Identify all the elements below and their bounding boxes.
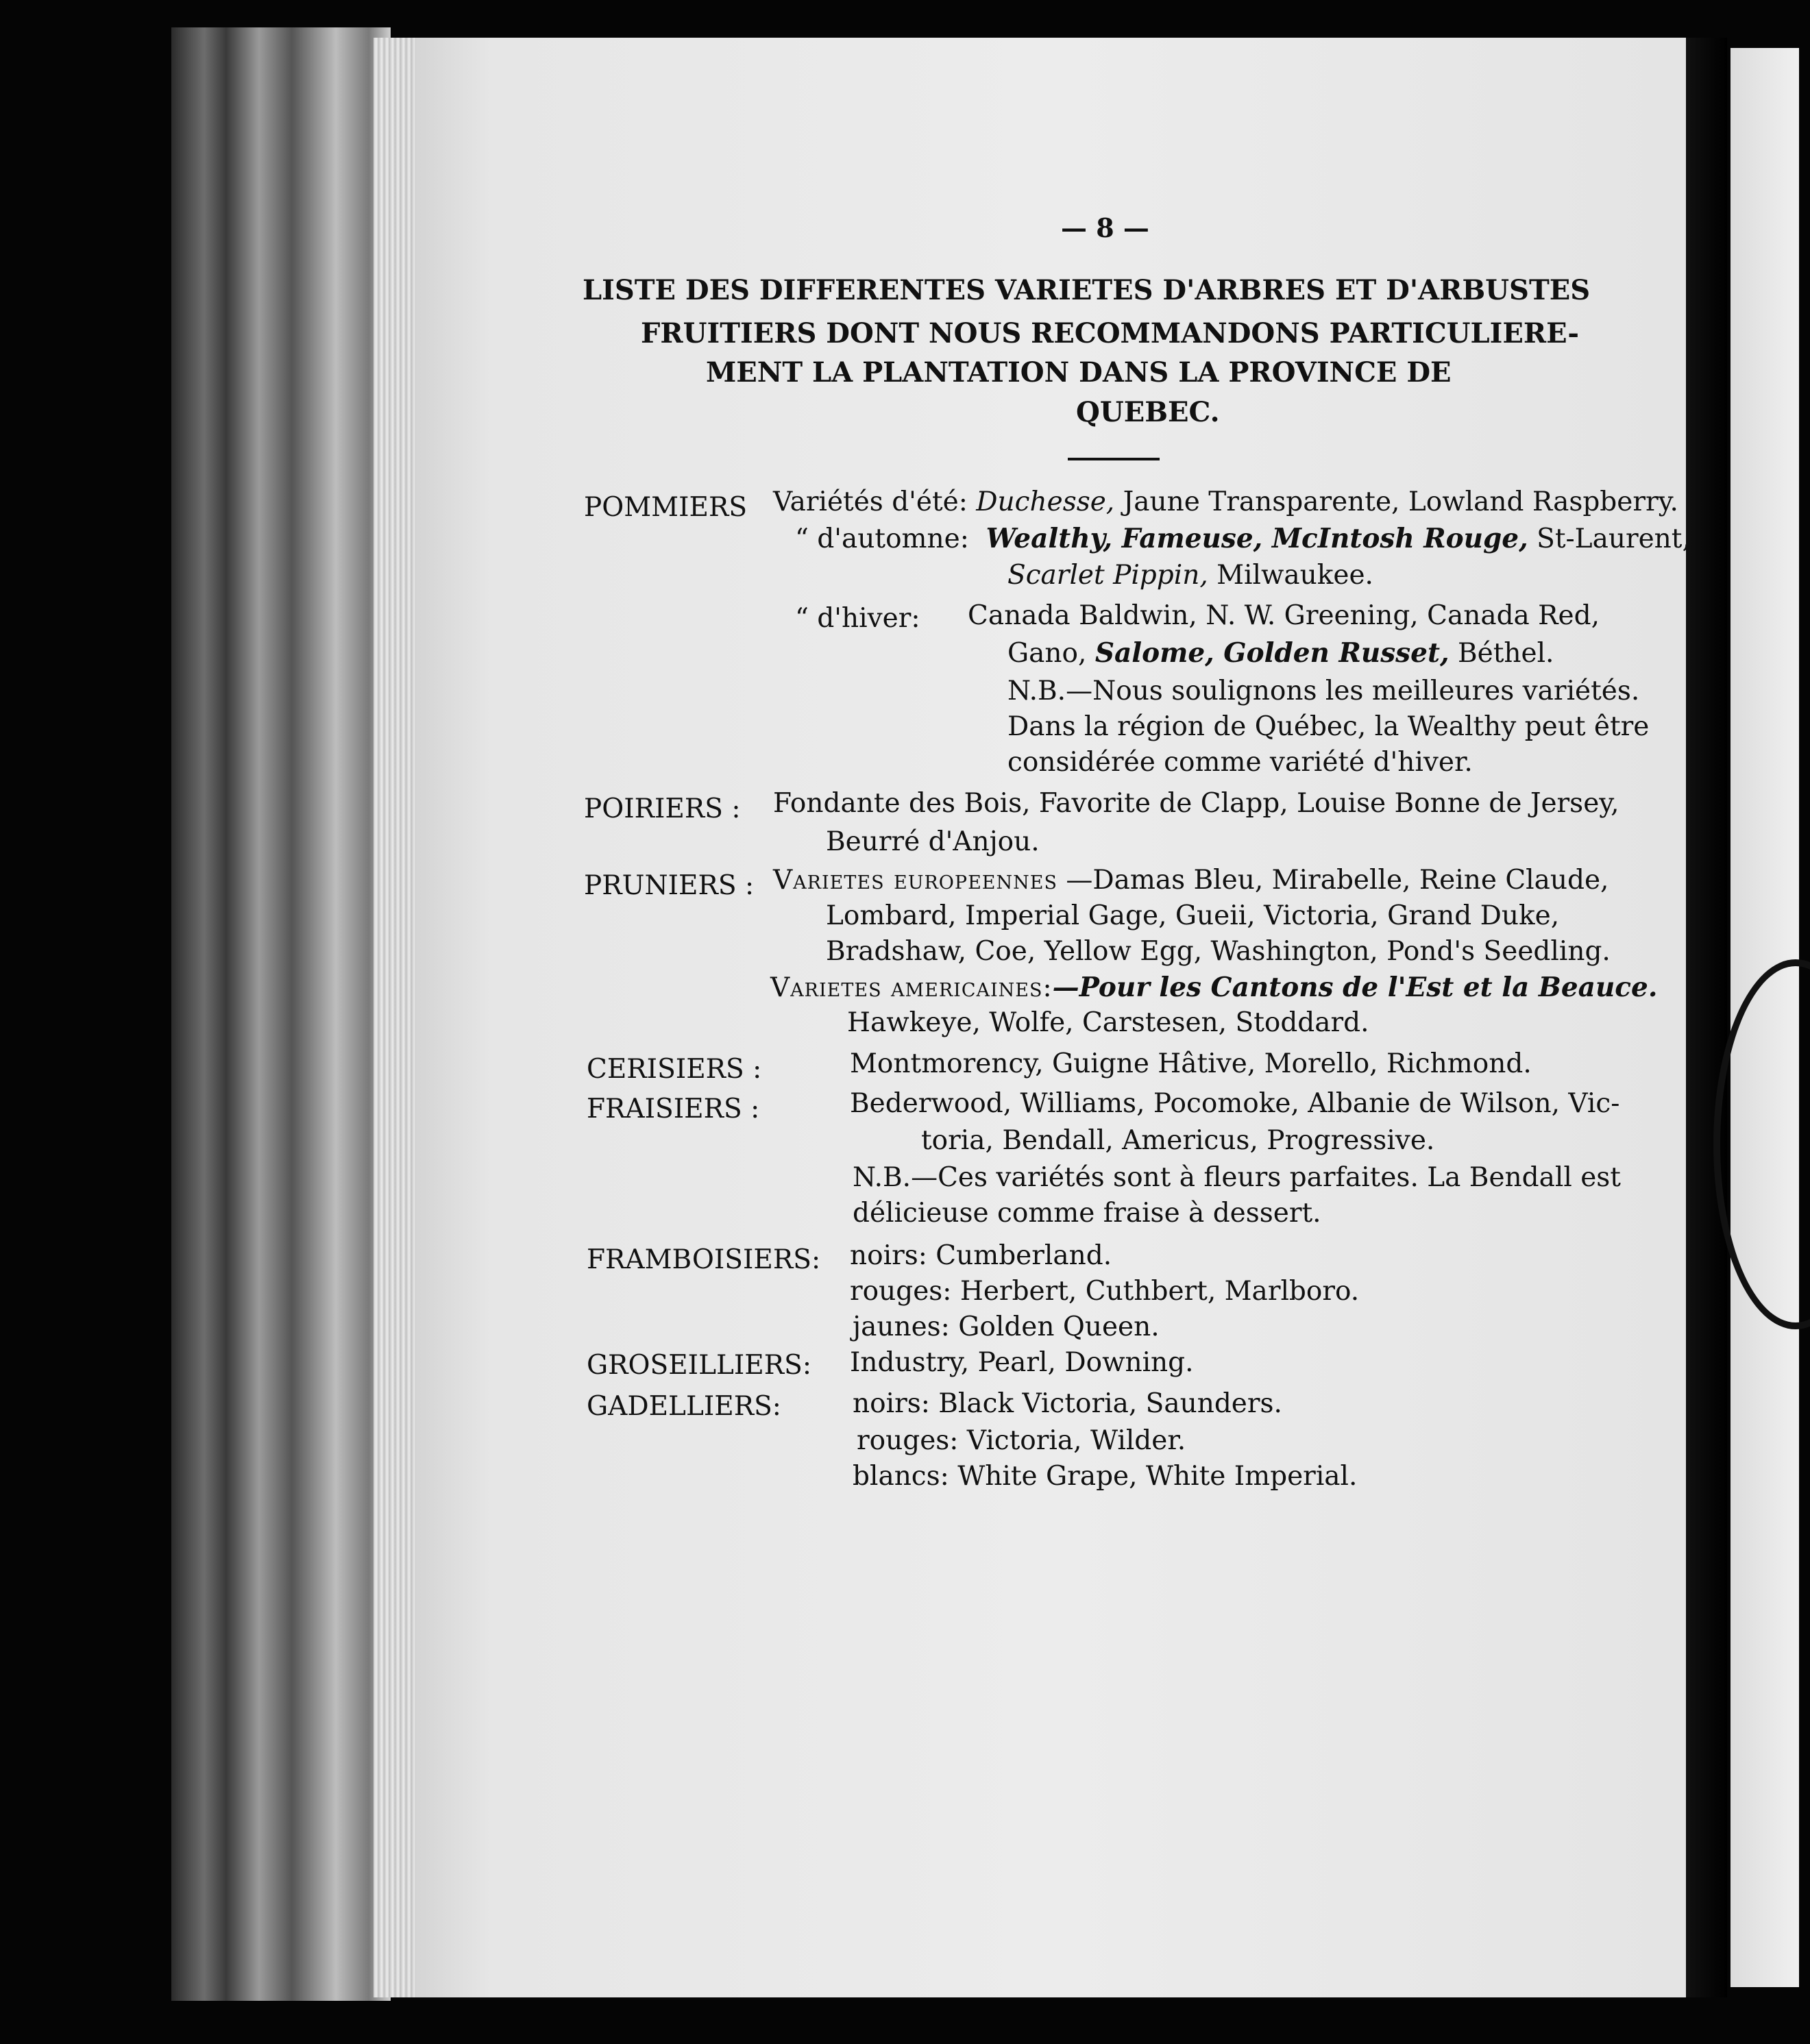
pommiers-hiver-italic: Salome, Golden Russet, [1094,637,1450,669]
cerisiers-label: CERISIERS : [587,1054,762,1085]
pommiers-ete-rest: Jaune Transparente, Lowland Raspberry. [1123,487,1678,517]
poiriers-line-2: Beurré d'Anjou. [826,826,1040,857]
groseilliers-label: GROSEILLIERS: [587,1350,811,1381]
pruniers-label: PRUNIERS : [584,870,755,901]
pruniers-amer-italic: —Pour les Cantons de l'Est et la Beauce. [1052,972,1658,1003]
pommiers-hiver-line-1: Canada Baldwin, N. W. Greening, Canada Red, [968,600,1600,631]
fraisiers-line-2: toria, Bendall, Americus, Progressive. [921,1125,1435,1156]
framboisiers-line-1: noirs: Cumberland. [850,1240,1112,1271]
pruniers-amer-line-1 [770,972,1657,1003]
pommiers-nb-line-1: N.B.—Nous soulignons les meilleures variétés. [1007,676,1640,706]
fraisiers-label: FRAISIERS : [587,1094,760,1124]
title-line-2: FRUITIERS DONT NOUS RECOMMANDONS PARTICULIERE- [641,317,1579,349]
cerisiers-line-1: Montmorency, Guigne Hâtive, Morello, Richmond. [850,1048,1532,1079]
pommiers-hiver-line-2b: Béthel. [1457,638,1554,669]
gadelliers-label: GADELLIERS: [587,1391,781,1422]
framboisiers-label: FRAMBOISIERS: [587,1244,821,1275]
title-rule [1068,458,1160,460]
pommiers-hiver-label: “ d'hiver: [795,603,920,634]
framboisiers-line-3: jaunes: Golden Queen. [853,1312,1160,1342]
pommiers-automne-italic: Wealthy, Fameuse, McIntosh Rouge, [986,523,1528,554]
pommiers-automne-italic-2: Scarlet Pippin, [1007,560,1208,591]
pommiers-automne-line-2 [1007,560,1373,591]
fraisiers-line-1: Bederwood, Williams, Pocomoke, Albanie de Wilson, Vic- [850,1088,1620,1119]
pruniers-euro-line-3: Bradshaw, Coe, Yellow Egg, Washington, Pond's Seedling. [826,936,1611,967]
pruniers-euro-line-1 [773,865,1609,896]
pommiers-label: POMMIERS [584,492,748,523]
gadelliers-line-1: noirs: Black Victoria, Saunders. [853,1388,1282,1419]
pruniers-euro-label: Varietes europeennes [773,865,1057,896]
pommiers-ete-italic: Duchesse, [976,487,1115,517]
pommiers-automne-line [795,523,1691,554]
groseilliers-line-1: Industry, Pearl, Downing. [850,1347,1194,1378]
pommiers-hiver-line-2 [1007,637,1554,669]
pommiers-ete-line [773,487,1678,517]
pommiers-automne-rest-2: Milwaukee. [1216,560,1373,591]
page-number: — 8 — [1061,212,1149,243]
fraisiers-nb-line-1: N.B.—Ces variétés sont à fleurs parfaites. La Bendall est [853,1162,1621,1193]
pommiers-automne-label: “ d'automne: [795,524,969,554]
gadelliers-line-2: rouges: Victoria, Wilder. [857,1425,1186,1456]
title-line-4: QUEBEC. [1076,396,1220,428]
gadelliers-line-3: blancs: White Grape, White Imperial. [853,1461,1358,1492]
pruniers-amer-label: Varietes americaines: [770,972,1053,1003]
pommiers-nb-line-2: Dans la région de Québec, la Wealthy peut être [1007,711,1650,742]
pruniers-euro-text-1: —Damas Bleu, Mirabelle, Reine Claude, [1066,865,1609,896]
title-line-1: LISTE DES DIFFERENTES VARIETES D'ARBRES ET D'ARBUSTES [583,274,1591,306]
poiriers-label: POIRIERS : [584,793,741,824]
pommiers-hiver-line-2a: Gano, [1007,638,1087,669]
fraisiers-nb-line-2: délicieuse comme fraise à dessert. [853,1198,1321,1229]
poiriers-line-1: Fondante des Bois, Favorite de Clapp, Louise Bonne de Jersey, [773,788,1619,819]
pruniers-euro-line-2: Lombard, Imperial Gage, Gueii, Victoria, Grand Duke, [826,900,1560,931]
framboisiers-line-2: rouges: Herbert, Cuthbert, Marlboro. [850,1276,1360,1307]
pruniers-amer-line-2: Hawkeye, Wolfe, Carstesen, Stoddard. [847,1007,1369,1038]
title-line-3: MENT LA PLANTATION DANS LA PROVINCE DE [706,356,1452,389]
pommiers-nb-line-3: considérée comme variété d'hiver. [1007,747,1473,778]
pommiers-automne-rest: St-Laurent, [1537,524,1691,554]
pommiers-ete-label: Variétés d'été: [773,487,968,517]
